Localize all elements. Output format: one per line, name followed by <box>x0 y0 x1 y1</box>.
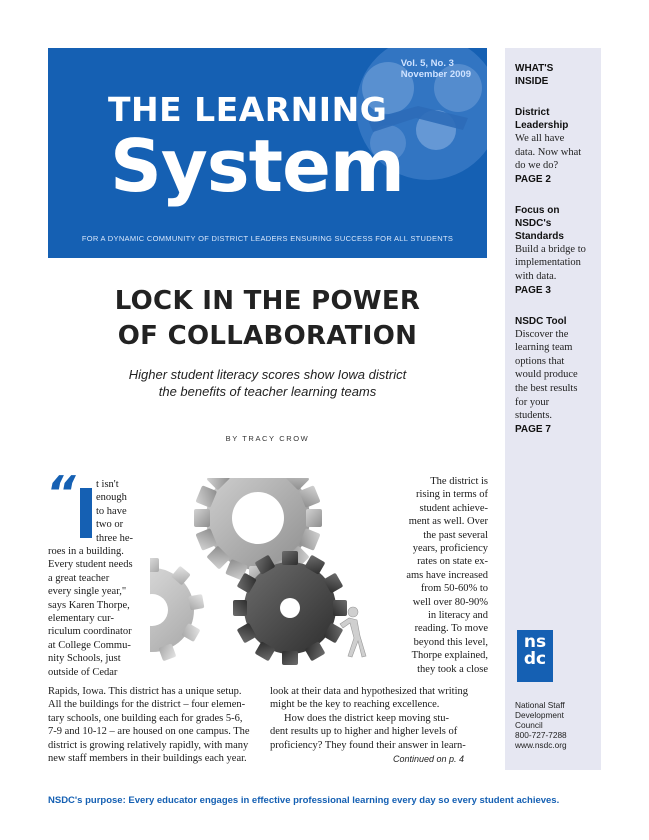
sidebar-whats-inside <box>505 48 601 770</box>
sidebar-item-nsdc-tool[interactable]: NSDC Tool Discover the learning team options that would produce the best results for your students. PAGE 7 <box>515 315 593 436</box>
footer-purpose: NSDC's purpose: Every educator engages in effective professional learning every day so every student achieves. <box>48 795 560 806</box>
sidebar-item-standards[interactable]: Focus on NSDC's Standards Build a bridge to implementation with data. PAGE 3 <box>515 204 593 297</box>
masthead-tagline: FOR A DYNAMIC COMMUNITY OF DISTRICT LEADERS ENSURING SUCCESS FOR ALL STUDENTS <box>81 234 454 243</box>
masthead-title-top: THE LEARNING <box>108 90 388 129</box>
col2-right-text: The district is rising in terms of student achieve- ment as well. Over the past several years, proficiency rates on state ex- ams have increased from 50-60% to well over 80-90% in literacy and reading. To move beyond this level, Thorpe explained, they took a close <box>406 476 488 675</box>
sidebar-page-ref: PAGE 7 <box>515 423 551 435</box>
article-subhead: Higher student literacy scores show Iowa district the benefits of teacher learning teams <box>128 367 407 399</box>
article-byline: BY TRACY CROW <box>225 434 310 443</box>
org-contact: National Staff Development Council 800-727-7288 www.nsdc.org <box>515 700 597 750</box>
col1-top-text: t isn't enough to have two or three he- <box>96 479 134 544</box>
gears-illustration <box>150 478 405 686</box>
drop-cap-i <box>80 488 92 538</box>
sidebar-page-ref: PAGE 2 <box>515 173 551 185</box>
article-headline: LOCK IN THE POWER OF COLLABORATION <box>114 286 421 351</box>
sidebar-item-district-leadership[interactable]: District Leadership We all have data. Now what do we do? PAGE 2 <box>515 106 593 186</box>
sidebar-heading: WHAT'S INSIDE <box>515 63 554 87</box>
sidebar-page-ref: PAGE 3 <box>515 284 551 296</box>
nsdc-logo: ns dc <box>517 630 553 682</box>
issue-info <box>401 58 471 80</box>
issue-date: November 2009 <box>400 69 471 80</box>
org-website[interactable]: www.nsdc.org <box>515 740 567 750</box>
quote-mark: “ <box>46 466 76 520</box>
continued-link[interactable]: Continued on p. 4 <box>393 754 465 764</box>
col1-bottom-text: Rapids, Iowa. This district has a unique setup. All the buildings for the district – four elemen- tary schools, one building each for grades 5-6, 7-9 and 10-12 – are housed on one campus. The district is growing relatively rapidly, with many new staff members in their buildings each year. <box>48 686 250 765</box>
masthead-title-main: System <box>110 124 404 208</box>
col2-bottom-text: look at their data and hypothesized that writing might be the key to reaching excellence. How does the district keep moving stu- dent results up to higher and higher levels of proficiency? They found their answer in learn- <box>270 686 468 751</box>
masthead <box>48 48 487 258</box>
issue-volume: Vol. 5, No. 3 <box>400 58 454 69</box>
col1-left-text: roes in a building. Every student needs a great teacher every single year," says Karen Thorpe, elementary cur- riculum coordinator at College Commu- nity Schools, just outside of Cedar <box>48 546 133 678</box>
